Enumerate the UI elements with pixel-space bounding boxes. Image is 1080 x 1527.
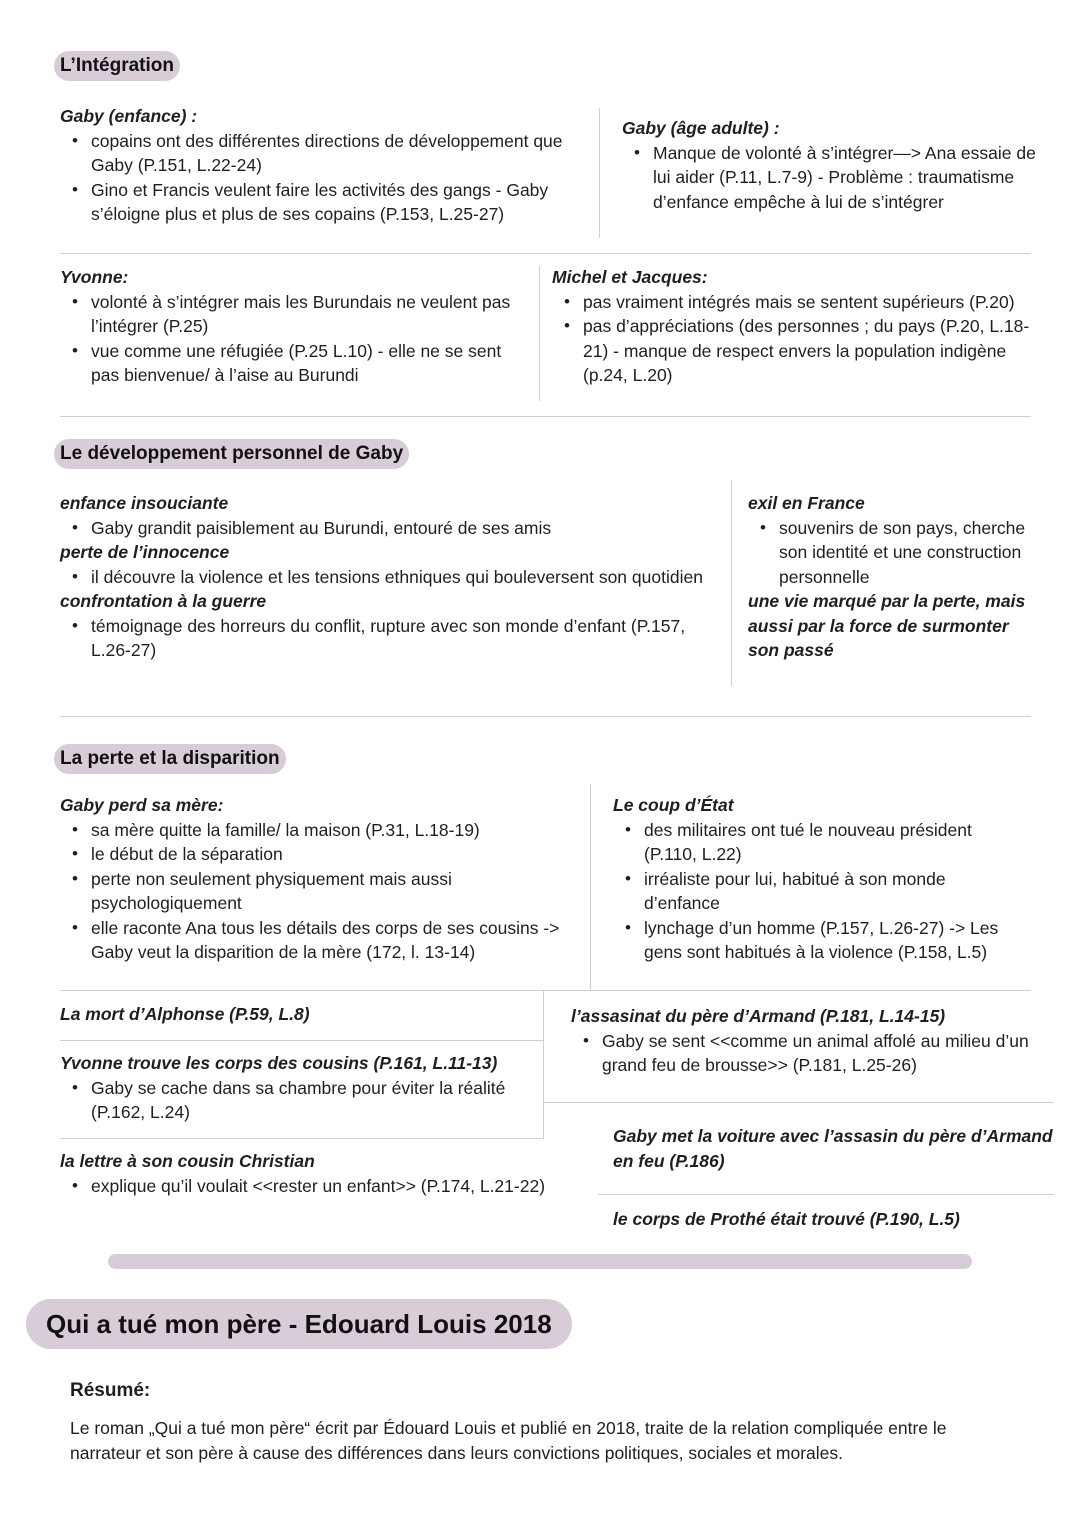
block-lettre-christian [60, 1149, 570, 1198]
list-item: • pas vraiment intégrés mais se sentent supérieurs (P.20) [552, 290, 1042, 315]
block-heading: Michel et Jacques: [552, 267, 708, 287]
list-item: • pas d’appréciations (des personnes ; du pays (P.20, L.18-21) - manque de respect envers la population indigène (p.24, L.20) [552, 314, 1042, 388]
bullet-list [60, 1076, 540, 1125]
block-heading: enfance insouciante [60, 493, 229, 513]
list-item: • Gino et Francis veulent faire les activités des gangs - Gaby s’éloigne plus et plus de ses copains (P.153, L.25-27) [60, 178, 595, 227]
list-item: • Gaby se sent <<comme un animal affolé au milieu d’un grand feu de brousse>> (P.181, L.25-26) [571, 1029, 1051, 1078]
block-heading: Yvonne trouve les corps des cousins (P.161, L.11-13) [60, 1053, 498, 1073]
list-item: • explique qu’il voulait <<rester un enfant>> (P.174, L.21-22) [60, 1174, 570, 1199]
block-heading: exil en France [748, 493, 865, 513]
resume-text: Le roman „Qui a tué mon père“ écrit par Édouard Louis et publié en 2018, traite de la relation compliquée entre le narrateur et son père à cause des différences dans leurs convictions politiques, sociales et morales. [70, 1418, 947, 1463]
list-item: • Gaby se cache dans sa chambre pour éviter la réalité (P.162, L.24) [60, 1076, 540, 1125]
block-perd-mere [60, 793, 575, 965]
bullet-list [748, 516, 1043, 590]
block-heading: Le coup d’État [613, 795, 734, 815]
bullet-list [60, 818, 575, 965]
list-item: • il découvre la violence et les tensions ethniques qui bouleversent son quotidien [60, 565, 720, 590]
list-item: • elle raconte Ana tous les détails des corps de ses cousins -> Gaby veut la disparition de la mère (172, l. 13-14) [60, 916, 575, 965]
section-divider [60, 716, 1031, 717]
section-title-perte: La perte et la disparition [54, 744, 286, 774]
bullet-list [60, 516, 720, 541]
list-item: • des militaires ont tué le nouveau président (P.110, L.22) [613, 818, 1023, 867]
block-gaby-enfance [60, 104, 595, 227]
block-developpement-right [748, 491, 1043, 663]
block-heading: confrontation à la guerre [60, 591, 267, 611]
conclusion-text: une vie marqué par la perte, mais aussi par la force de surmonter son passé [748, 591, 1026, 660]
column-divider [543, 991, 544, 1139]
list-item: • irréaliste pour lui, habitué à son monde d’enfance [613, 867, 1023, 916]
block-yvonne [60, 265, 530, 388]
block-corps-cousins [60, 1051, 540, 1125]
column-divider [539, 266, 540, 401]
list-item: • le début de la séparation [60, 842, 575, 867]
block-gaby-adulte [622, 116, 1042, 214]
bullet-list [60, 129, 595, 227]
resume-label: Résumé: [70, 1380, 151, 1401]
list-item: • sa mère quitte la famille/ la maison (P.31, L.18-19) [60, 818, 575, 843]
row-divider [60, 1040, 543, 1041]
column-divider [590, 784, 591, 990]
section-title-integration: L’Intégration [54, 51, 180, 81]
bullet-list [60, 1174, 570, 1199]
row-divider [60, 253, 1031, 254]
list-item: • volonté à s’intégrer mais les Burundais ne veulent pas l’intégrer (P.25) [60, 290, 530, 339]
bullet-list [60, 565, 720, 590]
bullet-list [552, 290, 1042, 388]
list-item: • témoignage des horreurs du conflit, rupture avec son monde d’enfant (P.157, L.26-27) [60, 614, 720, 663]
block-heading: l’assasinat du père d’Armand (P.181, L.14-15) [571, 1006, 946, 1026]
bullet-list [60, 290, 530, 388]
block-developpement-left [60, 491, 720, 663]
block-corps-prothe: le corps de Prothé était trouvé (P.190, L.5) [613, 1209, 960, 1229]
list-item: • perte non seulement physiquement mais aussi psychologiquement [60, 867, 575, 916]
list-item: • Manque de volonté à s’intégrer—> Ana essaie de lui aider (P.11, L.7-9) - Problème : traumatisme d’enfance empêche à lui de s’intégrer [622, 141, 1042, 215]
block-heading: Gaby (enfance) : [60, 106, 198, 126]
block-heading: Yvonne: [60, 267, 129, 287]
section-title-developpement: Le développement personnel de Gaby [54, 439, 409, 469]
bullet-list [613, 818, 1023, 965]
block-heading: perte de l’innocence [60, 542, 230, 562]
list-item: • copains ont des différentes directions de développement que Gaby (P.151, L.22-24) [60, 129, 595, 178]
page-separator-bar [108, 1254, 972, 1269]
column-divider [731, 480, 732, 686]
bullet-list [622, 141, 1042, 215]
block-assassinat-armand [571, 1004, 1051, 1078]
column-divider [599, 108, 600, 238]
list-item: • lynchage d’un homme (P.157, L.26-27) -> Les gens sont habitués à la violence (P.158, L.5) [613, 916, 1023, 965]
block-heading: Gaby perd sa mère: [60, 795, 224, 815]
list-item: • souvenirs de son pays, cherche son identité et une construction personnelle [748, 516, 1043, 590]
row-divider [544, 1102, 1054, 1103]
list-item: • vue comme une réfugiée (P.25 L.10) - elle ne se sent pas bienvenue/ à l’aise au Burundi [60, 339, 530, 388]
bullet-list [60, 614, 720, 663]
block-michel-jacques [552, 265, 1042, 388]
row-divider [60, 1138, 543, 1139]
block-coup-etat [613, 793, 1023, 965]
list-item: • Gaby grandit paisiblement au Burundi, entouré de ses amis [60, 516, 720, 541]
bullet-list [571, 1029, 1051, 1078]
block-heading: Gaby (âge adulte) : [622, 118, 780, 138]
row-divider [60, 990, 1031, 991]
book-title-qui-a-tue: Qui a tué mon père - Edouard Louis 2018 [26, 1299, 572, 1349]
section-divider [60, 416, 1031, 417]
row-divider [598, 1194, 1054, 1195]
block-mort-alphonse: La mort d’Alphonse (P.59, L.8) [60, 1004, 310, 1024]
block-voiture-feu: Gaby met la voiture avec l’assasin du père d’Armand en feu (P.186) [613, 1126, 1053, 1171]
block-heading: la lettre à son cousin Christian [60, 1151, 315, 1171]
